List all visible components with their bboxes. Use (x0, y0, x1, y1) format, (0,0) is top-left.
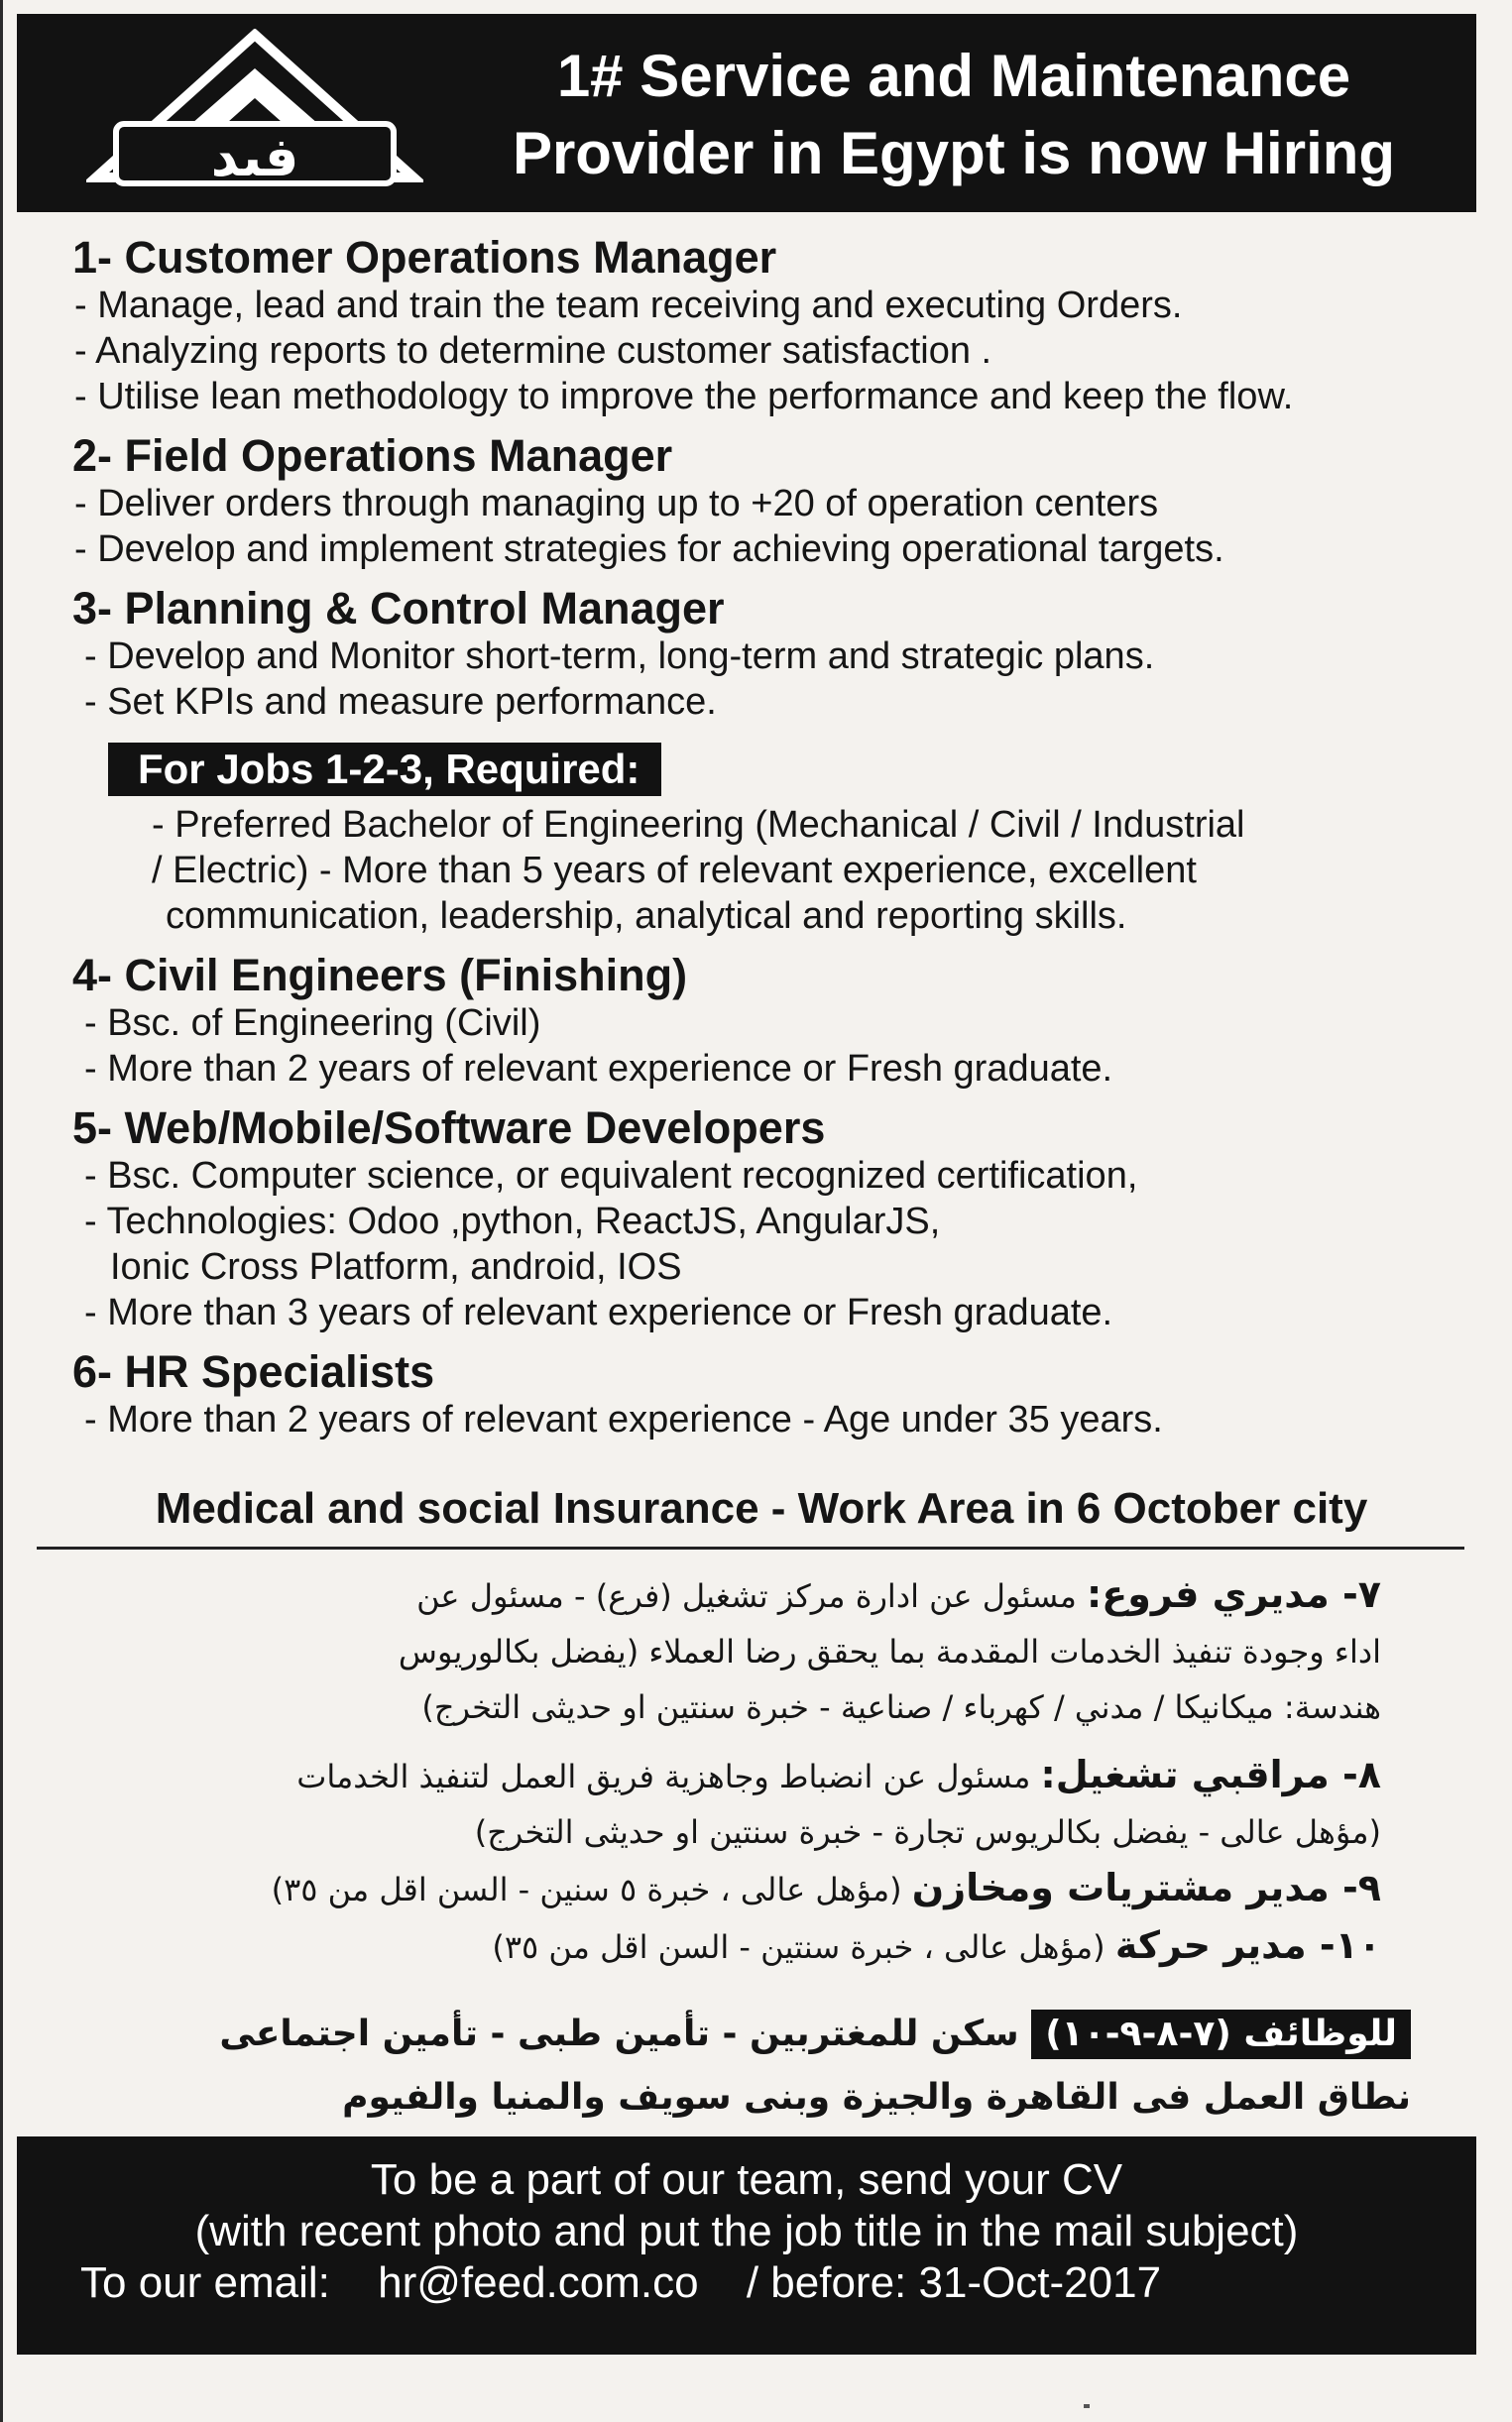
requirements-label: For Jobs 1-2-3, Required: (108, 743, 661, 796)
job-6 (72, 1347, 1460, 1442)
job-detail: هندسة: ميكانيكا / مدني / كهرباء / صناعية - خبرة سنتين او حديثى التخرج) (421, 1688, 1381, 1726)
job-2 (72, 431, 1460, 572)
job-detail: اداء وجودة تنفيذ الخدمات المقدمة بما يحقق رضا العملاء (يفضل بكالوريوس (398, 1633, 1381, 1671)
job-title: 6- HR Specialists (72, 1346, 435, 1397)
job-detail: (مؤهل عالى - يفضل بكالريوس تجارة - خبرة سنتين او حديثى التخرج) (474, 1813, 1381, 1851)
job-title: 2- Field Operations Manager (72, 430, 673, 481)
job-detail: مسئول عن انضباط وجاهزية فريق العمل لتنفيذ الخدمات (296, 1758, 1031, 1795)
email-label: To our email: (80, 2258, 330, 2307)
requirements-line: / Electric) - More than 5 years of relevant experience, excellent (152, 850, 1197, 891)
job-title: ١٠- مدير حركة (1114, 1923, 1381, 1967)
header-banner (17, 14, 1476, 212)
job-8-line (92, 1747, 1381, 1804)
logo-text: فيد (210, 126, 299, 188)
job-7-line (92, 1566, 1381, 1624)
footer-line-1: To be a part of our team, send your CV (370, 2155, 1123, 2204)
requirements-text (72, 802, 1441, 939)
page-title (443, 38, 1464, 192)
job-bullet: - Develop and implement strategies for achieving operational targets. (74, 528, 1224, 570)
title-line-2: Provider in Egypt is now Hiring (512, 120, 1396, 186)
insurance-note: Medical and social Insurance - Work Area in 6 October city (155, 1484, 1368, 1533)
company-logo (86, 29, 423, 207)
requirements-line: - Preferred Bachelor of Engineering (Mechanical / Civil / Industrial (152, 804, 1245, 846)
job-title: ٨- مراقبي تشغيل: (1040, 1753, 1381, 1796)
benefits-text: سكن للمغتربين - تأمين طبى - تأمين اجتماعى (219, 2014, 1019, 2054)
job-bullet: - Develop and Monitor short-term, long-term and strategic plans. (84, 635, 1155, 677)
job-bullet: Ionic Cross Platform, android, IOS (110, 1246, 682, 1288)
job-bullet: - Bsc. Computer science, or equivalent recognized certification, (84, 1155, 1138, 1197)
job-bullet: - Manage, lead and train the team receiving and executing Orders. (74, 285, 1183, 326)
footer-email-row (17, 2257, 1476, 2309)
title-line-1: 1# Service and Maintenance (556, 43, 1351, 109)
job-detail: مسئول عن ادارة مركز تشغيل (فرع) - مسئول عن (416, 1577, 1077, 1615)
section-divider (37, 1547, 1464, 1550)
job-detail: (مؤهل عالى ، خبرة ٥ سنين - السن اقل من ٣٥) (271, 1871, 902, 1908)
job-bullet: - More than 2 years of relevant experience or Fresh graduate. (84, 1048, 1113, 1090)
job-10-line (92, 1917, 1381, 1975)
english-jobs-section (72, 233, 1460, 1454)
job-bullet: - Set KPIs and measure performance. (84, 681, 717, 723)
job-title: 4- Civil Engineers (Finishing) (72, 950, 688, 1000)
arabic-jobs-section (92, 1566, 1381, 1975)
job-bullet: - Analyzing reports to determine customer satisfaction . (74, 330, 992, 372)
job-bullet: - More than 3 years of relevant experience or Fresh graduate. (84, 1292, 1113, 1333)
job-title: 3- Planning & Control Manager (72, 583, 725, 634)
work-area-text: نطاق العمل فى القاهرة والجيزة وبنى سويف والمنيا والفيوم (342, 2077, 1411, 2118)
benefits-line (72, 2003, 1411, 2066)
job-3 (72, 584, 1460, 725)
job-bullet: - Technologies: Odoo ,python, ReactJS, AngularJS, (84, 1201, 941, 1242)
footer-line-2: (with recent photo and put the job title in the mail subject) (194, 2207, 1299, 2255)
job-bullet: - Bsc. of Engineering (Civil) (84, 1002, 541, 1044)
job-title: ٧- مديري فروع: (1087, 1572, 1381, 1616)
job-bullet: - Deliver orders through managing up to +20 of operation centers (74, 483, 1159, 524)
job-4 (72, 951, 1460, 1092)
deadline: / before: 31-Oct-2017 (746, 2258, 1162, 2307)
job-title: ٩- مدير مشتريات ومخازن (911, 1866, 1381, 1909)
job-detail: (مؤهل عالى ، خبرة سنتين - السن اقل من ٣٥) (492, 1928, 1105, 1966)
requirements-line: communication, leadership, analytical and reporting skills. (166, 895, 1127, 937)
job-1 (72, 233, 1460, 419)
job-5 (72, 1103, 1460, 1335)
arabic-benefits (72, 2003, 1411, 2130)
job-title: 1- Customer Operations Manager (72, 232, 777, 283)
footer-banner (17, 2136, 1476, 2355)
job-title: 5- Web/Mobile/Software Developers (72, 1102, 826, 1153)
job-bullet: - Utilise lean methodology to improve the performance and keep the flow. (74, 376, 1294, 417)
job-9-line (92, 1860, 1381, 1917)
benefits-badge: للوظائف (٧-٨-٩-١٠) (1031, 2010, 1411, 2059)
print-speck (1084, 2404, 1090, 2408)
job-bullet: - More than 2 years of relevant experience - Age under 35 years. (84, 1399, 1163, 1441)
email-address[interactable]: hr@feed.com.co (378, 2258, 699, 2307)
